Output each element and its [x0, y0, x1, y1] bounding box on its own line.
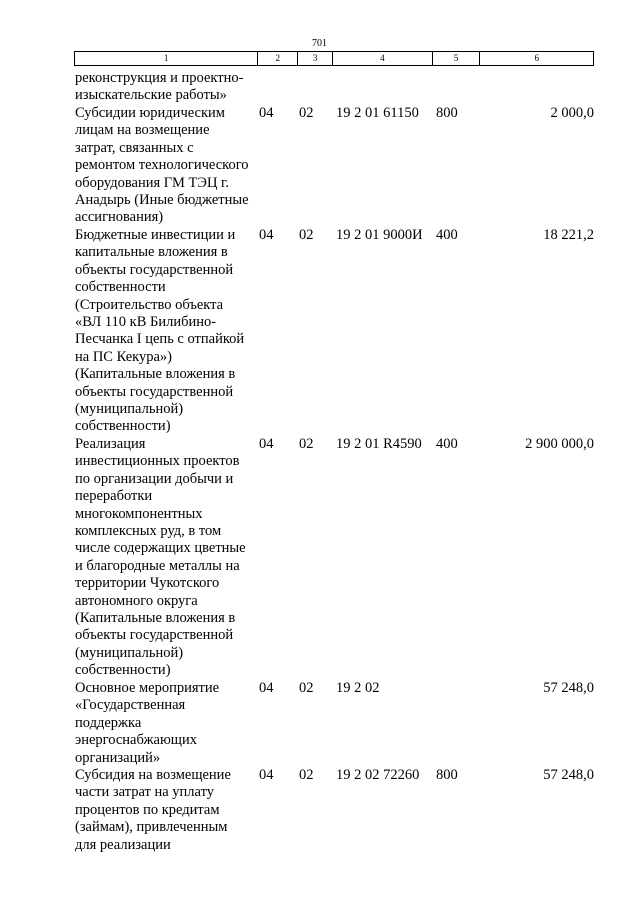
section-code: 04	[259, 680, 274, 696]
amount: 18 221,2	[543, 227, 594, 243]
section-code: 04	[259, 105, 274, 121]
header-col-5: 5	[433, 52, 481, 65]
row-description	[75, 680, 219, 767]
description-line: собственности	[75, 279, 166, 296]
description-line: для реализации	[75, 836, 171, 853]
expense-type-code: 400	[436, 436, 458, 452]
subsection-code: 02	[299, 767, 314, 783]
description-line: числе содержащих цветные	[75, 540, 246, 557]
row-description	[75, 436, 246, 679]
section-code: 04	[259, 227, 274, 243]
description-line: лицам на возмещение	[75, 122, 210, 139]
description-line: Бюджетные инвестиции и	[75, 227, 236, 243]
description-line: по организации добычи и	[75, 470, 234, 487]
description-line: автономного округа	[75, 592, 198, 609]
description-line: Основное мероприятие	[75, 680, 220, 696]
description-line: ассигнования)	[75, 209, 164, 226]
description-line: объекты государственной	[75, 627, 234, 644]
description-line: (Строительство объекта	[75, 296, 224, 313]
header-col-3: 3	[298, 52, 333, 65]
row-description	[75, 105, 249, 227]
description-line: Анадырь (Иные бюджетные	[75, 191, 249, 208]
expense-type-code: 400	[436, 227, 458, 243]
description-line: объекты государственной	[75, 383, 234, 400]
description-line: собственности)	[75, 418, 171, 435]
expense-type-code: 800	[436, 767, 458, 783]
description-line: (Капитальные вложения в	[75, 366, 236, 383]
header-col-2: 2	[258, 52, 298, 65]
description-line: «Государственная	[75, 697, 186, 714]
target-article-code: 19 2 01 R4590	[336, 436, 422, 452]
expense-type-code: 800	[436, 105, 458, 121]
table-header	[74, 51, 594, 66]
description-line: Песчанка I цепь с отпайкой	[75, 331, 245, 348]
description-line: процентов по кредитам	[75, 801, 220, 818]
row-description	[75, 70, 243, 105]
description-line: (муниципальной)	[75, 400, 184, 417]
description-line: (муниципальной)	[75, 644, 184, 661]
subsection-code: 02	[299, 227, 314, 243]
subsection-code: 02	[299, 680, 314, 696]
description-line: и благородные металлы на	[75, 557, 240, 574]
target-article-code: 19 2 02	[336, 680, 380, 696]
amount: 57 248,0	[543, 680, 594, 696]
description-line: оборудования ГМ ТЭЦ г.	[75, 174, 229, 191]
description-line: организаций»	[75, 749, 161, 766]
description-line: части затрат на уплату	[75, 784, 214, 801]
section-code: 04	[259, 767, 274, 783]
description-line: переработки	[75, 488, 153, 505]
description-line: Субсидия на возмещение	[75, 767, 231, 783]
description-line: объекты государственной	[75, 261, 234, 278]
target-article-code: 19 2 01 9000И	[336, 227, 423, 243]
row-description	[75, 767, 231, 854]
header-col-1: 1	[75, 52, 258, 65]
header-col-6: 6	[534, 53, 539, 63]
subsection-code: 02	[299, 105, 314, 121]
description-line: инвестиционных проектов	[75, 453, 240, 470]
description-line: реконструкция и проектно-	[75, 70, 244, 86]
description-line: (Капитальные вложения в	[75, 609, 236, 626]
subsection-code: 02	[299, 436, 314, 452]
description-line: Реализация	[75, 436, 146, 452]
amount: 2 900 000,0	[525, 436, 594, 452]
description-line: капитальные вложения в	[75, 244, 228, 261]
description-line: энергоснабжающих	[75, 732, 197, 749]
description-line: территории Чукотского	[75, 575, 220, 592]
description-line: затрат, связанных с	[75, 139, 194, 156]
description-line: поддержка	[75, 714, 142, 731]
row-description	[75, 227, 244, 436]
description-line: на ПС Кекура»)	[75, 348, 172, 365]
description-line: (займам), привлеченным	[75, 819, 228, 836]
description-line: ремонтом технологического	[75, 157, 249, 174]
description-line: изыскательские работы»	[75, 87, 227, 104]
page-number: 701	[312, 38, 327, 49]
description-line: Субсидии юридическим	[75, 105, 225, 121]
header-col-4: 4	[333, 52, 433, 65]
description-line: «ВЛ 110 кВ Билибино-	[75, 313, 217, 330]
description-line: многокомпонентных	[75, 505, 203, 522]
target-article-code: 19 2 02 72260	[336, 767, 420, 783]
target-article-code: 19 2 01 61150	[336, 105, 419, 121]
section-code: 04	[259, 436, 274, 452]
description-line: собственности)	[75, 662, 171, 679]
description-line: комплексных руд, в том	[75, 522, 222, 539]
amount: 57 248,0	[543, 767, 594, 783]
amount: 2 000,0	[550, 105, 594, 121]
